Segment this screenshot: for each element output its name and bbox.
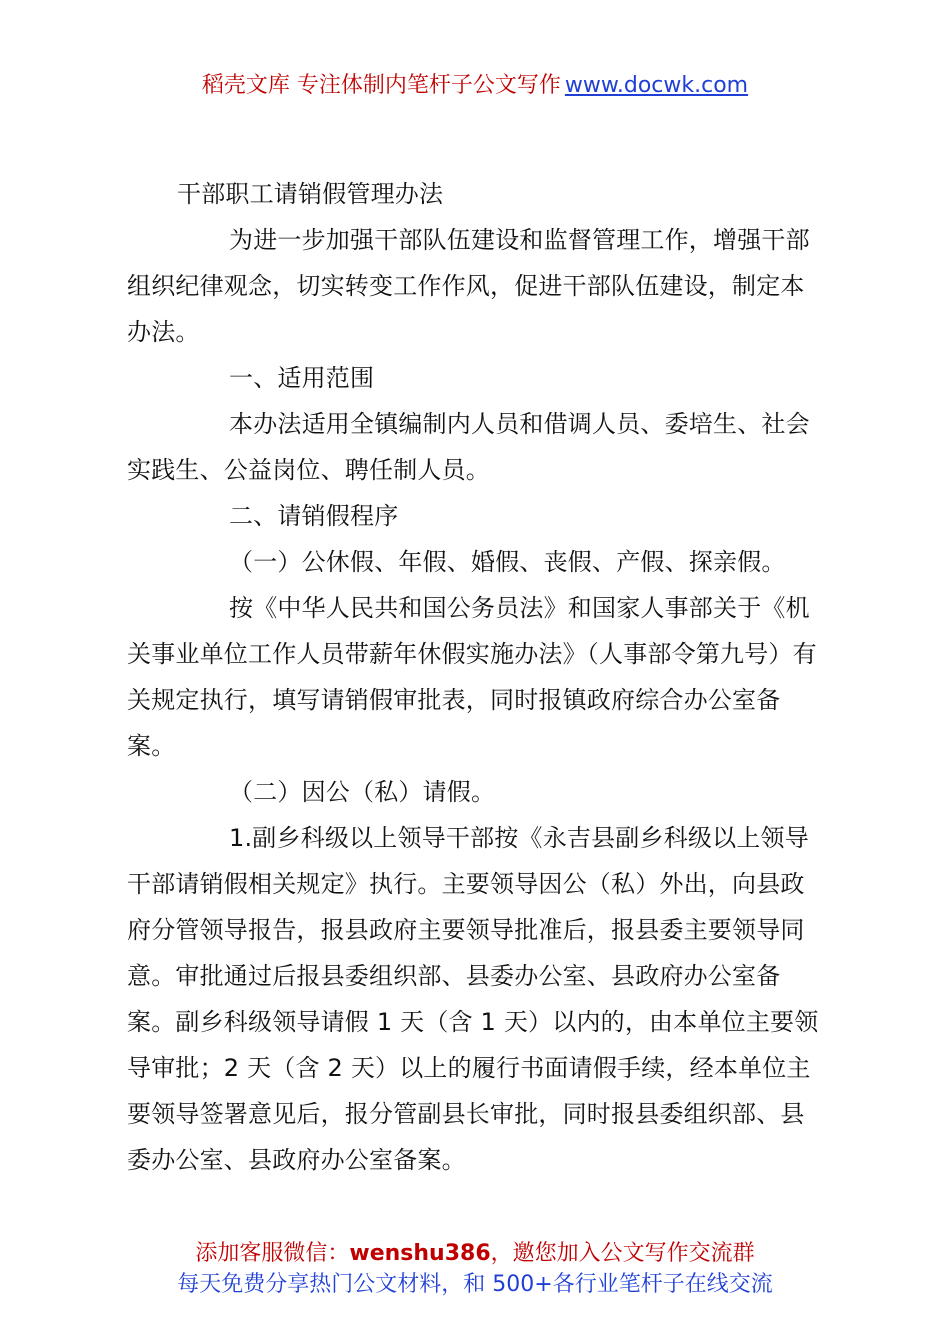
footer-share-line: 每天免费分享热门公文材料，和 500+各行业笔杆子在线交流	[177, 1272, 773, 1297]
paragraph-leave-types: 按《中华人民共和国公务员法》和国家人事部关于《机关事业单位工作人员带薪年休假实施办法》（人事部令第九号）有关规定执行，填写请销假审批表，同时报镇政府综合办公室备案。	[127, 594, 817, 760]
document-title: 干部职工请销假管理办法	[177, 180, 444, 208]
footer-wechat-suffix: ，邀您加入公文写作交流群	[490, 1241, 755, 1266]
page-footer	[0, 1238, 950, 1300]
paragraph-leader-leave: 1.副乡科级以上领导干部按《永吉县副乡科级以上领导干部请销假相关规定》执行。主要领导因公（私）外出，向县政府分管领导报告，报县政府主要领导批准后，报县委主要领导同意。审批通过后报县委组织部、县委办公室、县政府办公室备案。副乡科级领导请假 1 天（含 1 天）以内的，由本单位主要领导审批；2 天（含 2 天）以上的履行书面请假手续，经本单位主要领导签署意见后，报分管副县长审批，同时报县委组织部、县委办公室、县政府办公室备案。	[127, 824, 819, 1174]
section-heading-scope: 一、适用范围	[229, 364, 375, 392]
page-header	[0, 68, 950, 99]
subsection-heading-leave-types: （一）公休假、年假、婚假、丧假、产假、探亲假。	[229, 548, 786, 576]
footer-wechat-prefix: 添加客服微信：	[195, 1241, 350, 1266]
subsection-heading-official-private: （二）因公（私）请假。	[229, 778, 496, 806]
document-body	[127, 171, 819, 1183]
footer-wechat-id: wenshu386	[349, 1241, 491, 1266]
section-heading-procedure: 二、请销假程序	[229, 502, 399, 530]
paragraph-scope: 本办法适用全镇编制内人员和借调人员、委培生、社会实践生、公益岗位、聘任制人员。	[127, 410, 810, 484]
header-banner-text: 稻壳文库 专注体制内笔杆子公文写作	[201, 73, 561, 98]
paragraph-intro: 为进一步加强干部队伍建设和监督管理工作，增强干部组织纪律观念，切实转变工作作风，促进干部队伍建设，制定本办法。	[127, 226, 810, 346]
header-website-link[interactable]: www.docwk.com	[564, 73, 749, 98]
footer-wechat-line	[0, 1238, 950, 1269]
